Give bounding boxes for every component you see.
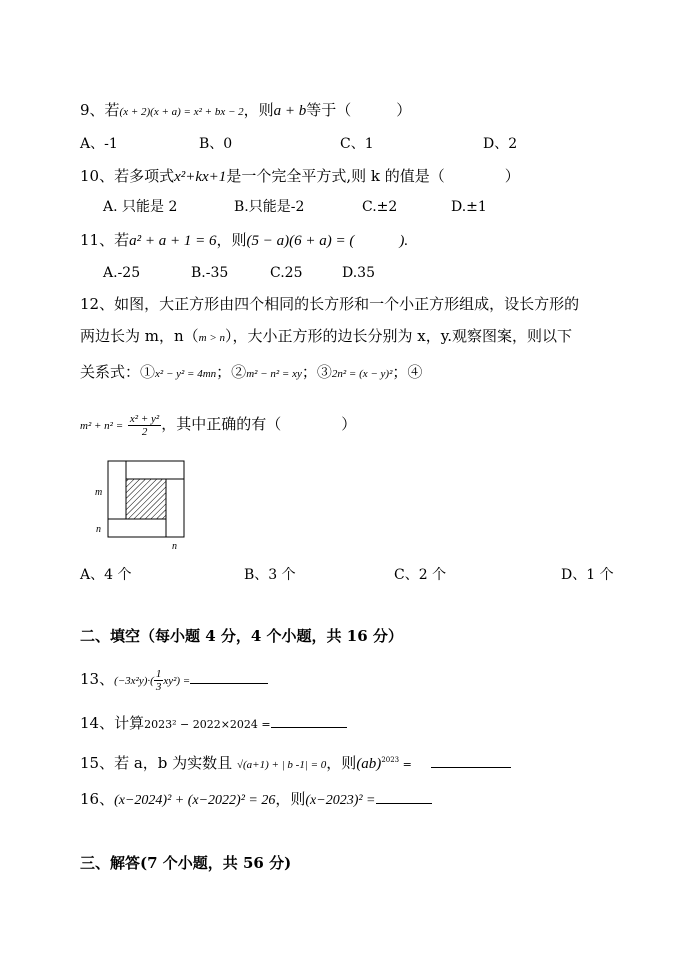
q12-sides: 两边长为 m，n（ — [80, 327, 199, 345]
q16-expression: (x−2023)² = — [305, 793, 376, 808]
label-n-left: n — [96, 524, 101, 535]
question-10 — [80, 166, 520, 187]
label-n-bottom: n — [172, 541, 177, 552]
q11-number: 11、若 — [80, 231, 130, 249]
q10-option-d: D.±1 — [451, 199, 487, 215]
small-square-shaded — [126, 479, 166, 519]
q12-fraction-numerator: x² + y² — [129, 412, 160, 425]
q11-then: ，则 — [216, 231, 247, 249]
q12-square-figure — [90, 455, 200, 555]
q12-sep-4: ；④ — [392, 363, 423, 381]
q12-option-b: B、3 个 — [244, 567, 296, 583]
q13-fraction-denominator: 3 — [155, 680, 162, 693]
q13-answer-blank[interactable] — [190, 669, 268, 684]
q12-sep-3: ；③ — [301, 363, 332, 381]
q9-equation: (x + 2)(x + a) = x² + bx − 2 — [119, 106, 244, 118]
q12-option-a: A、4 个 — [80, 567, 132, 583]
q14-expression: 2023² − 2022×2024 = — [144, 718, 271, 731]
q12-sep-2: ；② — [216, 363, 247, 381]
q12-relation-3: 2n² = (x − y)² — [331, 368, 393, 380]
q16-number: 16、 — [80, 790, 115, 808]
q12-relation-4-fraction — [128, 413, 161, 438]
rect-left — [108, 461, 126, 519]
q9-option-b: B、0 — [199, 136, 233, 152]
q11-option-c: C.25 — [270, 265, 303, 281]
question-15 — [80, 750, 511, 775]
q10-polynomial: x²+kx+1 — [174, 169, 227, 185]
q9-option-a: A、-1 — [80, 136, 118, 152]
rect-bottom — [108, 519, 166, 537]
question-14 — [80, 713, 347, 735]
label-m: m — [95, 487, 103, 498]
q9-sum: a + b — [273, 103, 307, 119]
q12-condition: m > n — [198, 332, 226, 344]
q14-answer-blank[interactable] — [271, 713, 347, 728]
question-11 — [80, 230, 408, 251]
section-3-heading: 三、解答(7 个小题，共 56 分) — [80, 854, 292, 872]
q13-fraction — [154, 668, 164, 693]
q15-equals: = — [399, 758, 412, 771]
q15-answer-blank[interactable] — [431, 753, 511, 768]
q12-tail: ，其中正确的有（ ） — [161, 415, 357, 433]
q16-answer-blank[interactable] — [376, 789, 432, 804]
q12-line-2-tail: ），大小正方形的边长分别为 x，y.观察图案，则以下 — [225, 327, 573, 345]
q13-expression-tail: xy²) = — [163, 675, 191, 687]
q10-tail: 是一个完全平方式,则 k 的值是（ ） — [226, 167, 520, 185]
question-16 — [80, 789, 432, 811]
q12-option-c: C、2 个 — [394, 567, 447, 583]
question-9 — [80, 100, 411, 122]
question-13 — [80, 666, 268, 694]
rect-top — [126, 461, 184, 479]
q12-relation-4-left: m² + n² = — [80, 420, 124, 432]
q10-option-a: A. 只能是 2 — [103, 199, 178, 215]
q14-number: 14、计算 — [80, 714, 145, 732]
q11-option-a: A.-25 — [103, 265, 141, 281]
section-2-heading: 二、填空（每小题 4 分，4 个小题，共 16 分） — [80, 627, 403, 645]
q15-exponent: 2023 — [381, 756, 400, 764]
q10-option-b: B.只能是-2 — [234, 199, 305, 215]
q12-line-4 — [80, 410, 356, 440]
q10-option-c: C.±2 — [362, 199, 398, 215]
q12-relation-2: m² − n² = xy — [246, 368, 302, 380]
rect-right — [166, 479, 184, 537]
q9-option-d: D、2 — [483, 136, 518, 152]
q9-then: ，则 — [243, 101, 274, 119]
q16-then: ，则 — [275, 790, 306, 808]
q10-number: 10、若多项式 — [80, 167, 175, 185]
q13-number: 13、 — [80, 670, 115, 688]
q9-number: 9、若 — [80, 101, 120, 119]
q12-line-3 — [80, 362, 422, 384]
q12-relations-label: 关系式：① — [80, 363, 156, 381]
q11-option-d: D.35 — [342, 265, 375, 281]
q12-option-d: D、1 个 — [561, 567, 614, 583]
q15-condition: √(a+1) + | b -1| = 0 — [236, 759, 327, 771]
q12-line-1: 12、如图，大正方形由四个相同的长方形和一个小正方形组成，设长方形的 — [80, 295, 580, 313]
q15-number: 15、若 a，b 为实数且 — [80, 754, 233, 772]
q12-line-2 — [80, 326, 572, 348]
q11-condition: a² + a + 1 = 6 — [129, 233, 217, 249]
q13-expression: (−3x²y)·( — [114, 675, 154, 687]
q12-fraction-denominator: 2 — [141, 425, 148, 438]
q9-tail: 等于（ ） — [306, 101, 412, 119]
q12-relation-1: x² − y² = 4mn — [155, 368, 217, 380]
q16-condition: (x−2024)² + (x−2022)² = 26 — [114, 793, 276, 808]
q15-then: ，则 — [326, 754, 357, 772]
q9-option-c: C、1 — [340, 136, 374, 152]
q11-option-b: B.-35 — [191, 265, 229, 281]
q13-fraction-numerator: 1 — [155, 667, 162, 680]
q15-base: (ab) — [356, 756, 382, 772]
q11-expression: (5 − a)(6 + a) = ( ). — [246, 233, 409, 249]
